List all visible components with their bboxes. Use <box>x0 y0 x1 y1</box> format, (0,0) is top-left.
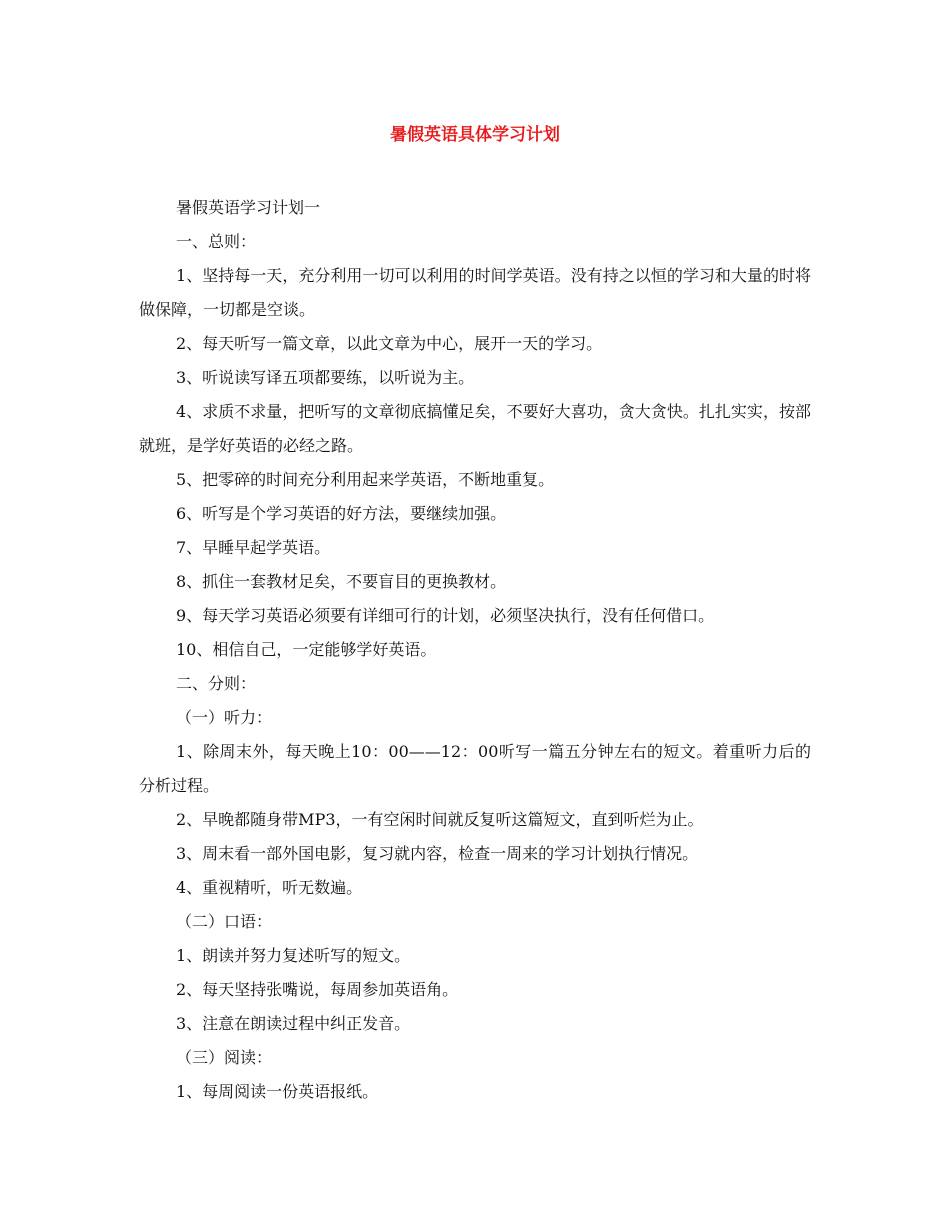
paragraph: 4、重视精听，听无数遍。 <box>176 878 363 897</box>
paragraph: 2、每天听写一篇文章，以此文章为中心，展开一天的学习。 <box>176 334 603 353</box>
document-body <box>139 191 811 1109</box>
paragraph: 暑假英语学习计划一 <box>176 198 321 217</box>
paragraph: 3、注意在朗读过程中纠正发音。 <box>176 1014 411 1033</box>
paragraph: 1、朗读并努力复述听写的短文。 <box>176 946 411 965</box>
paragraph: 9、每天学习英语必须要有详细可行的计划，必须坚决执行，没有任何借口。 <box>176 606 715 625</box>
paragraph: （三）阅读： <box>176 1048 273 1067</box>
paragraph: （二）口语： <box>176 912 273 931</box>
paragraph: 5、把零碎的时间充分利用起来学英语，不断地重复。 <box>176 470 555 489</box>
paragraph: （一）听力： <box>176 708 273 727</box>
paragraph: 6、听写是个学习英语的好方法，要继续加强。 <box>176 504 507 523</box>
paragraph: 二、分则： <box>176 674 257 693</box>
paragraph: 7、早睡早起学英语。 <box>176 538 331 557</box>
paragraph: 4、求质不求量，把听写的文章彻底搞懂足矣，不要好大喜功，贪大贪快。扎扎实实，按部就班，是学好英语的必经之路。 <box>139 402 811 455</box>
paragraph: 3、周末看一部外国电影，复习就内容，检查一周来的学习计划执行情况。 <box>176 844 699 863</box>
paragraph: 10、相信自己，一定能够学好英语。 <box>176 640 437 659</box>
paragraph: 2、每天坚持张嘴说，每周参加英语角。 <box>176 980 459 999</box>
paragraph: 8、抓住一套教材足矣，不要盲目的更换教材。 <box>176 572 507 591</box>
paragraph: 1、坚持每一天，充分利用一切可以利用的时间学英语。没有持之以恒的学习和大量的时将做保障，一切都是空谈。 <box>139 266 811 319</box>
paragraph: 3、听说读写译五项都要练，以听说为主。 <box>176 368 475 387</box>
paragraph: 1、每周阅读一份英语报纸。 <box>176 1082 379 1101</box>
paragraph: 2、早晚都随身带MP3，一有空闲时间就反复听这篇短文，直到听烂为止。 <box>176 810 704 829</box>
document-title: 暑假英语具体学习计划 <box>390 125 560 145</box>
paragraph: 一、总则： <box>176 232 257 251</box>
paragraph: 1、除周末外，每天晚上10：00——12：00听写一篇五分钟左右的短文。着重听力后的分析过程。 <box>139 742 811 795</box>
